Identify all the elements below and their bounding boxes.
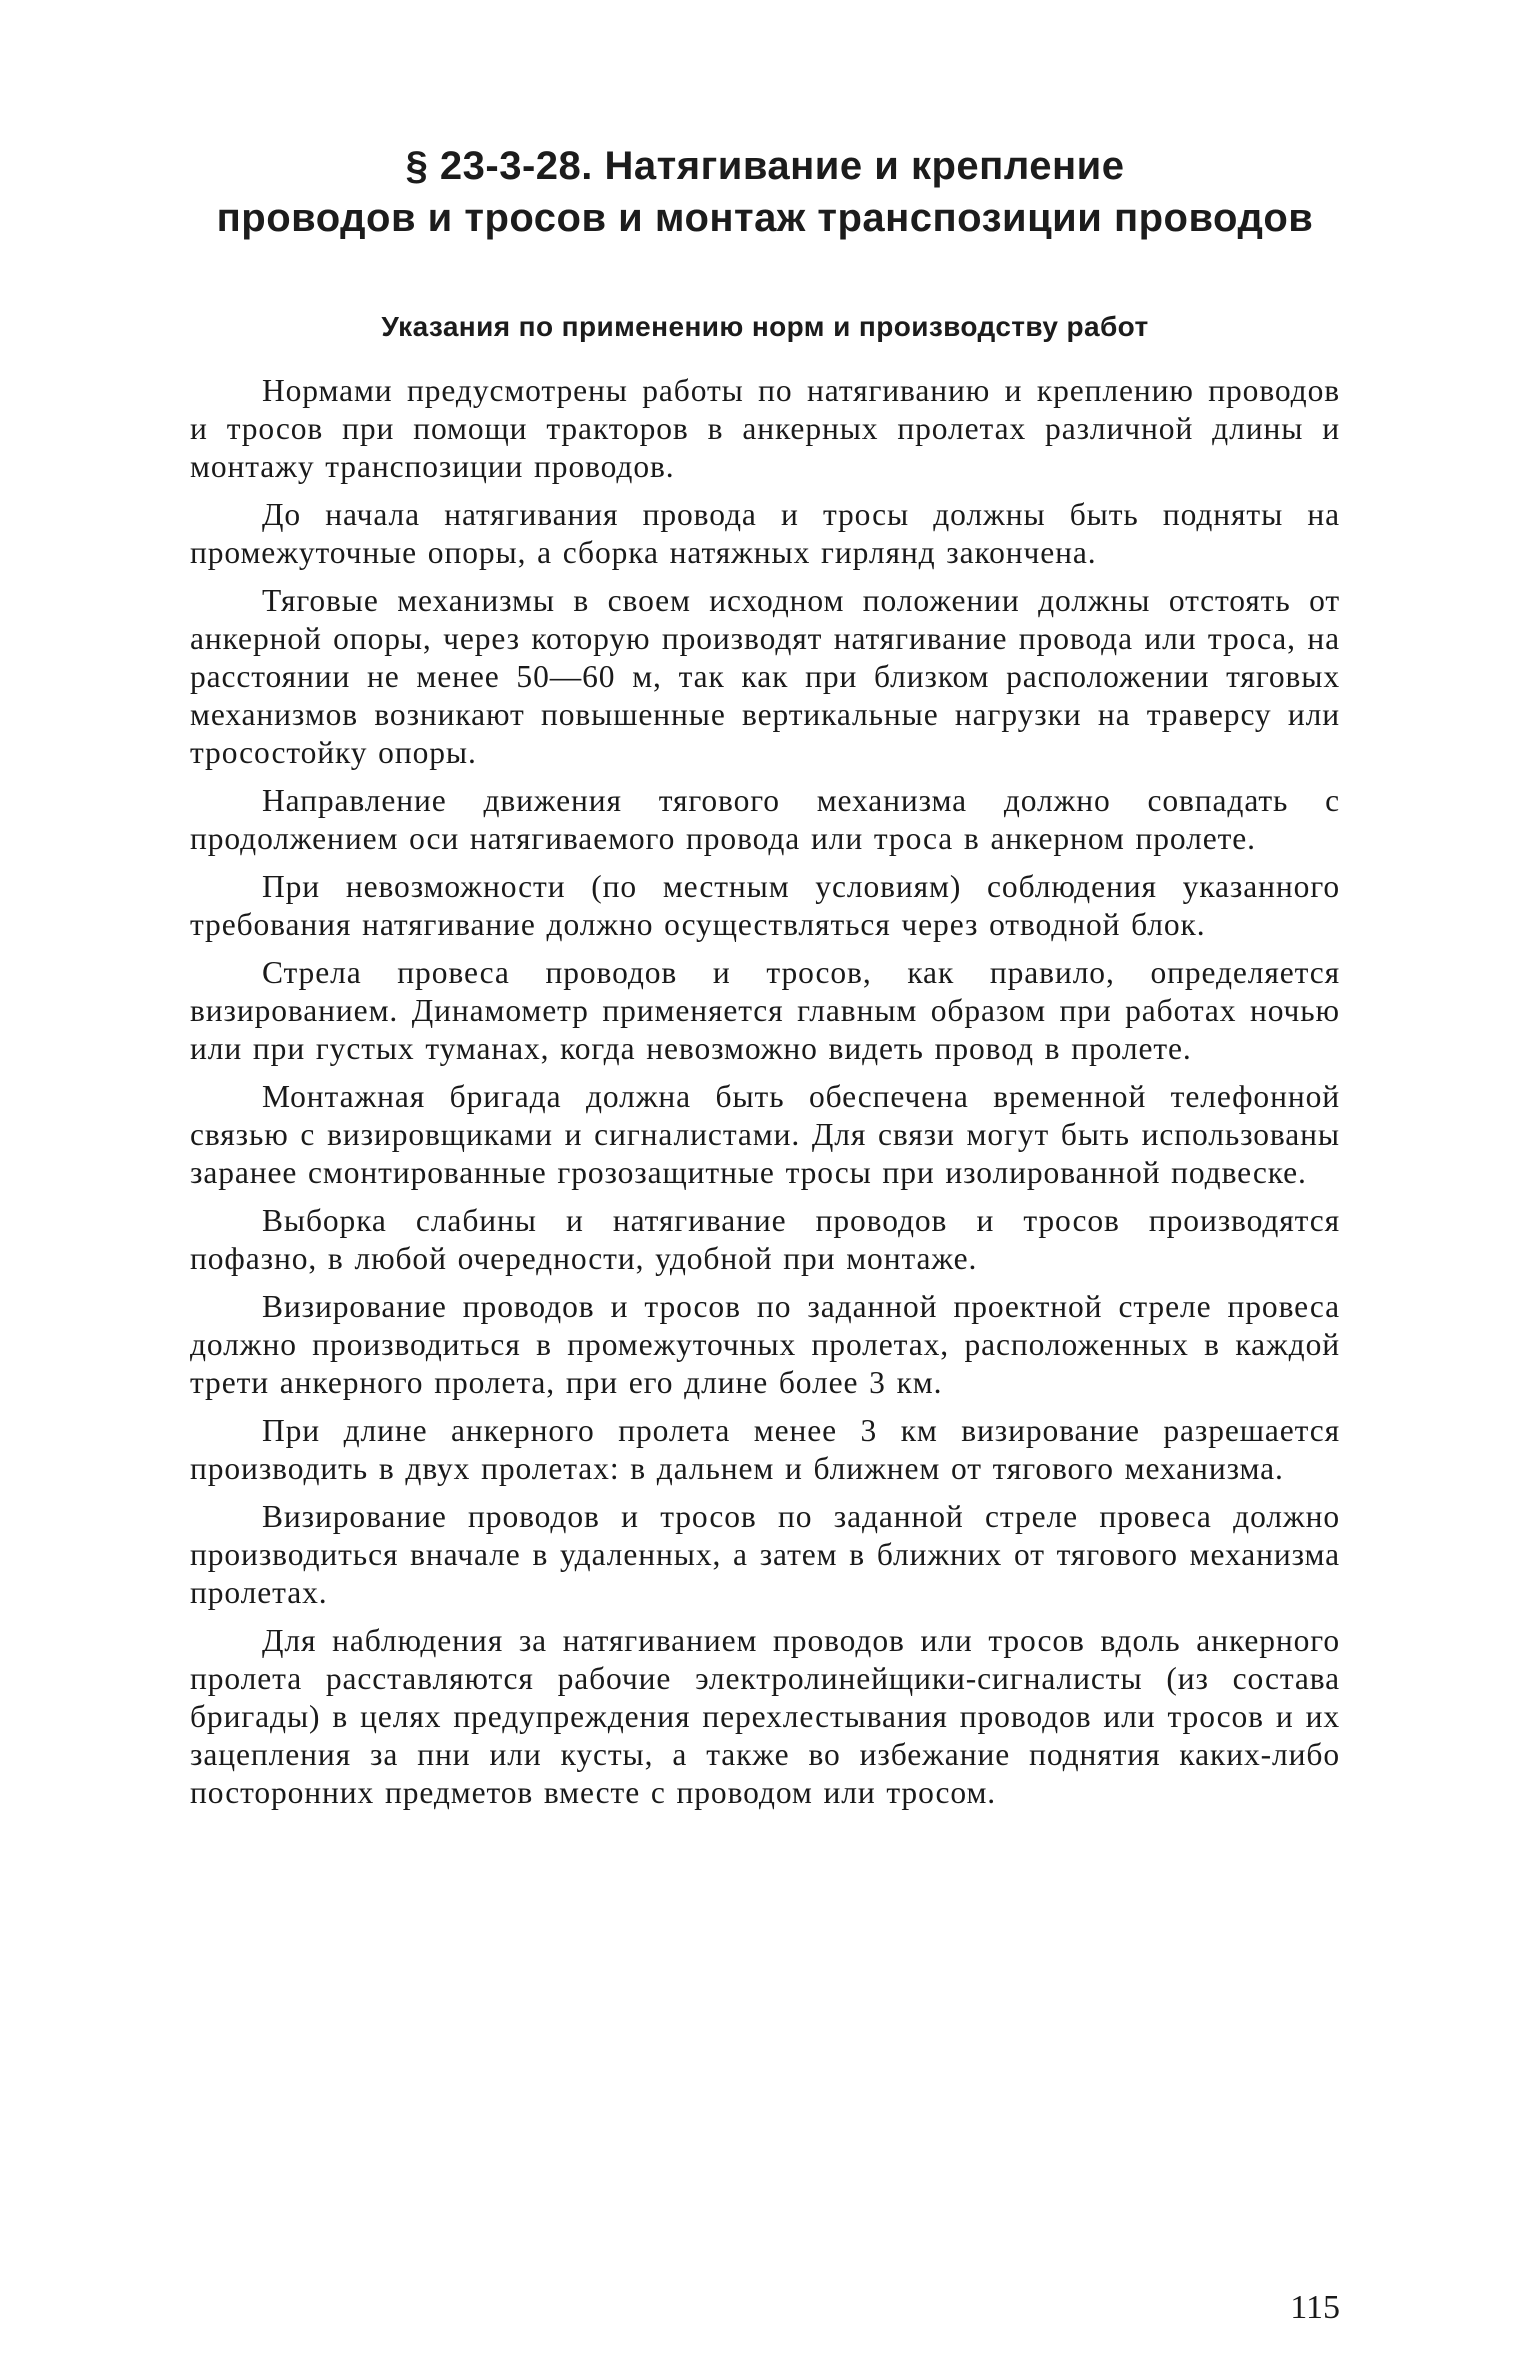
paragraph: Нормами предусмотрены работы по натягиванию и креплению проводов и тросов при помощи тракторов в анкерных пролетах различной длины и монтажу транспозиции проводов. — [190, 373, 1340, 484]
paragraph: Монтажная бригада должна быть обеспечена временной телефонной связью с визировщиками и сигналистами. Для связи могут быть использованы заранее смонтированные грозозащитные тросы при изолированной подвеске. — [190, 1079, 1340, 1190]
paragraph: Визирование проводов и тросов по заданной проектной стреле провеса должно производиться в промежуточных пролетах, расположенных в каждой трети анкерного пролета, при его длине более 3 км. — [190, 1289, 1340, 1400]
paragraph: Направление движения тягового механизма должно совпадать с продолжением оси натягиваемого провода или троса в анкерном пролете. — [190, 783, 1340, 856]
paragraph: Визирование проводов и тросов по заданной стреле провеса должно производиться вначале в удаленных, а затем в ближних от тягового механизма пролетах. — [190, 1499, 1340, 1610]
paragraph: Для наблюдения за натягиванием проводов или тросов вдоль анкерного пролета расставляются рабочие электролинейщики-сигналисты (из состава бригады) в целях предупреждения перехлестывания проводов или тросов и их зацепления за пни или кусты, а также во избежание поднятия каких-либо посторонних предметов вместе с проводом или тросом. — [190, 1623, 1340, 1810]
paragraph: Выборка слабины и натягивание проводов и тросов производятся пофазно, в любой очередности, удобной при монтаже. — [190, 1203, 1340, 1276]
paragraph: Стрела провеса проводов и тросов, как правило, определяется визированием. Динамометр применяется главным образом при работах ночью или при густых туманах, когда невозможно видеть провод в пролете. — [190, 955, 1340, 1066]
paragraph: При длине анкерного пролета менее 3 км визирование разрешается производить в двух пролетах: в дальнем и ближнем от тягового механизма. — [190, 1413, 1340, 1486]
section-title — [190, 140, 1340, 244]
section-title-line-2: проводов и тросов и монтаж транспозиции проводов — [216, 196, 1314, 240]
paragraph: При невозможности (по местным условиям) соблюдения указанного требования натягивание должно осуществляться через отводной блок. — [190, 869, 1340, 942]
document-page — [190, 140, 1340, 2326]
page-number: 115 — [1290, 2289, 1340, 2326]
section-subtitle: Указания по применению норм и производству работ — [381, 311, 1149, 342]
paragraph: Тяговые механизмы в своем исходном положении должны отстоять от анкерной опоры, через которую производят натягивание провода или троса, на расстоянии не менее 50—60 м, так как при близком расположении тяговых механизмов возникают повышенные вертикальные нагрузки на траверсу или тросостойку опоры. — [190, 583, 1340, 770]
paragraph: До начала натягивания провода и тросы должны быть подняты на промежуточные опоры, а сборка натяжных гирлянд закончена. — [190, 497, 1340, 570]
section-title-line-1: § 23-3-28. Натягивание и крепление — [405, 144, 1125, 188]
body-text — [190, 372, 1340, 1812]
